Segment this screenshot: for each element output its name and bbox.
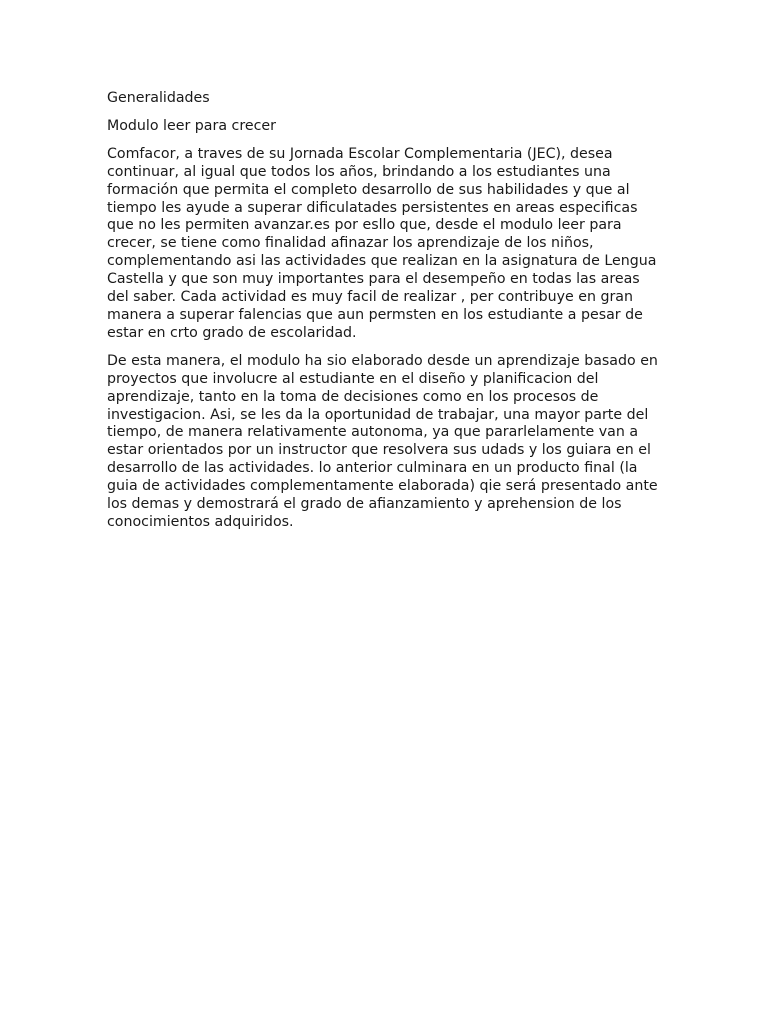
document-title: Generalidades (107, 90, 210, 106)
document-body (107, 90, 663, 542)
paragraph-methodology: De esta manera, el modulo ha sio elaborado desde un aprendizaje basado en proyectos que involucre al estudiante en el diseño y planificacion del aprendizaje, tanto en la toma de decisiones como en los procesos de investigacion. Asi, se les da la oportunidad de trabajar, una mayor parte del tiempo, de manera relativamente autonoma, ya que pararlelamente van a estar orientados por un instructor que resolvera sus udads y los guiara en el desarrollo de las actividades. lo anterior culminara en un producto final (la guia de actividades complementamente elaborada) qie será presentado ante los demas y demostrará el grado de afianzamiento y aprehension de los conocimientos adquiridos. (107, 352, 658, 530)
paragraph-intro: Comfacor, a traves de su Jornada Escolar Complementaria (JEC), desea continuar, al igual que todos los años, brindando a los estudiantes una formación que permita el completo desarrollo de sus habilidades y que al tiempo les ayude a superar dificulatades persistentes en areas especificas que no les permiten avanzar.es por esllo que, desde el modulo leer para crecer, se tiene como finalidad afinazar los aprendizaje de los niños, complementando asi las actividades que realizan en la asignatura de Lengua Castella y que son muy importantes para el desempeño en todas las areas del saber. Cada actividad es muy facil de realizar , per contribuye en gran manera a superar falencias que aun permsten en los estudiante a pesar de estar en crto grado de escolaridad. (107, 145, 657, 341)
document-subtitle: Modulo leer para crecer (107, 117, 276, 134)
